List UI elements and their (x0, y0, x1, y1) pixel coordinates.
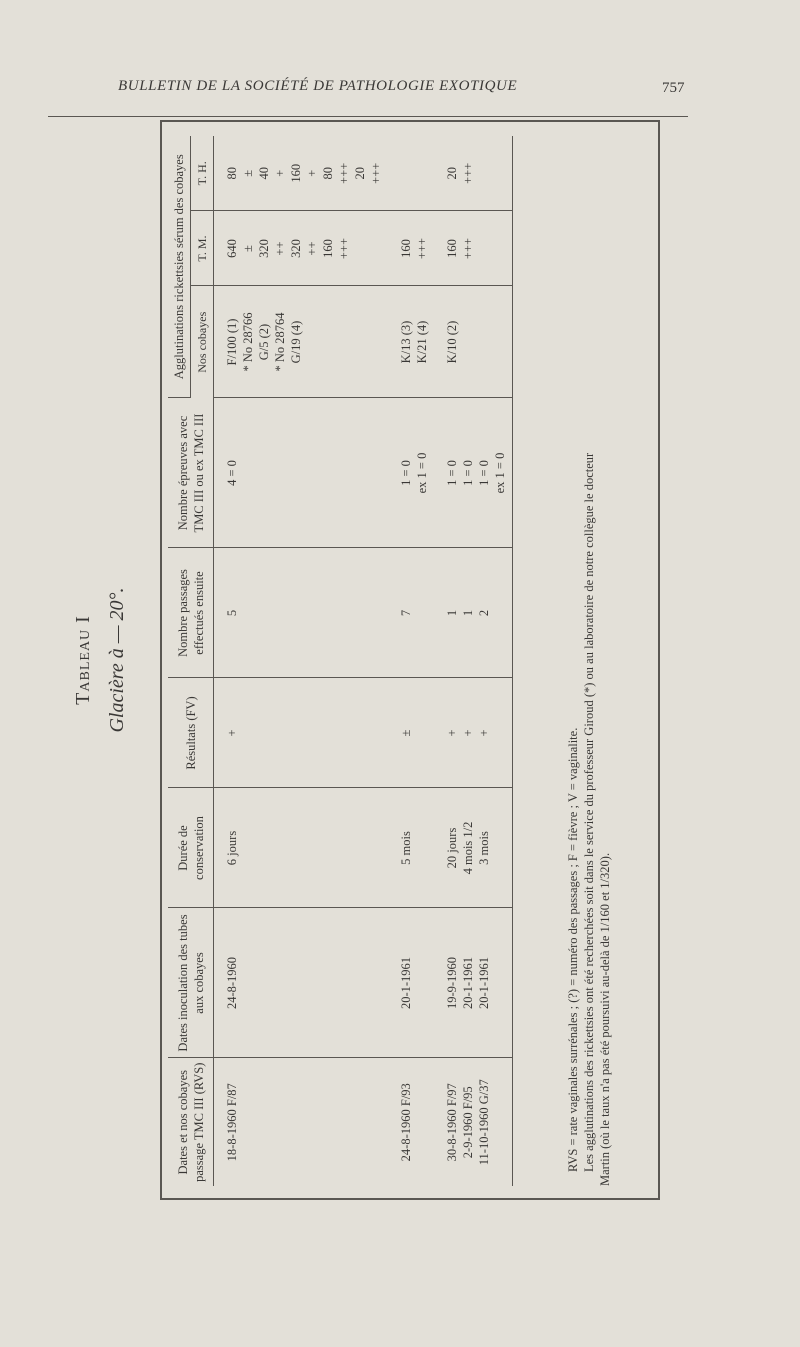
cell-epreuves: 1 = 0 1 = 0 1 = 0 ex 1 = 0 (434, 398, 513, 548)
cell-duree: 20 jours 4 mois 1/2 3 mois (434, 788, 513, 908)
page-number: 757 (662, 80, 685, 96)
cell-cobayes: K/13 (3) K/21 (4) (388, 286, 434, 398)
col-header-th: T. H. (191, 136, 214, 211)
col-header-cobayes: Nos cobayes (191, 286, 214, 398)
cell-dates: 30-8-1960 F/97 2-9-1960 F/95 11-10-1960 G/37 (434, 1058, 513, 1186)
table-row (388, 136, 434, 1186)
cell-th (388, 136, 434, 211)
cell-resultats: ± (388, 678, 434, 788)
cell-passages: 5 (214, 548, 389, 678)
cell-tm: 640 ± 320 ++ 320 ++ 160 +++ (214, 211, 389, 286)
cell-epreuves: 1 = 0 ex 1 = 0 (388, 398, 434, 548)
cell-inoculation: 19-9-1960 20-1-1961 20-1-1961 (434, 908, 513, 1058)
col-header-inoculation: Dates inoculation des tubes aux cobayes (168, 908, 214, 1058)
cell-epreuves: 4 = 0 (214, 398, 389, 548)
cell-th: 20 +++ (434, 136, 513, 211)
table-footnotes (565, 136, 613, 1186)
cell-dates: 18-8-1960 F/87 (225, 1083, 239, 1162)
cell-passages: 7 (388, 548, 434, 678)
cell-dates: 24-8-1960 F/93 (399, 1083, 413, 1162)
cell-duree: 5 mois (388, 788, 434, 908)
table-subtitle: Glacière à — 20°. (106, 587, 128, 733)
cell-cobayes: F/100 (1) * No 28766 G/5 (2) * No 28764 G/19 (4) (214, 286, 389, 398)
cell-cobayes: K/10 (2) (434, 286, 513, 398)
rotated-table-page (72, 120, 690, 1200)
col-header-epreuves: Nombre épreuves avec TMC III ou ex TMC III (168, 398, 214, 548)
col-header-agglutinations: Agglutinations rickettsies sérum des cobayes (168, 136, 191, 398)
cell-resultats: + + + (434, 678, 513, 788)
cell-tm: 160 +++ (434, 211, 513, 286)
col-header-duree: Durée de conservation (168, 788, 214, 908)
cell-th: 80 ± 40 + 160 + 80 +++ 20 +++ (214, 136, 389, 211)
data-table (168, 136, 513, 1186)
footnote-abbreviations: RVS = rate vaginales surrénales ; (?) = numéro des passages ; F = fièvre ; V = vaginalite. (566, 727, 580, 1172)
header-rule (48, 116, 688, 117)
col-header-passages: Nombre passages effectués ensuite (168, 548, 214, 678)
col-header-dates: Dates et nos cobayes passage TMC III (RVS) (168, 1058, 214, 1186)
cell-inoculation: 20-1-1961 (388, 908, 434, 1058)
cell-resultats: + (214, 678, 389, 788)
running-title: BULLETIN DE LA SOCIÉTÉ DE PATHOLOGIE EXOTIQUE (118, 78, 518, 94)
footnote-martin: Martin (où le taux n'a pas été poursuivi au-delà de 1/160 et 1/320). (598, 852, 612, 1186)
col-header-tm: T. M. (191, 211, 214, 286)
cell-duree: 6 jours (214, 788, 389, 908)
col-header-resultats: Résultats (FV) (168, 678, 214, 788)
table-row (214, 136, 389, 1186)
table-row (434, 136, 513, 1186)
table-title: Tableau I (72, 615, 94, 705)
cell-inoculation: 24-8-1960 (214, 908, 389, 1058)
footnote-agglutinations: Les agglutinations des rickettsies ont été recherchées soit dans le service du professeur Giroud (*) ou au laboratoire de notre collègue le docteur (582, 452, 596, 1172)
cell-passages: 1 1 2 (434, 548, 513, 678)
cell-tm: 160 +++ (388, 211, 434, 286)
